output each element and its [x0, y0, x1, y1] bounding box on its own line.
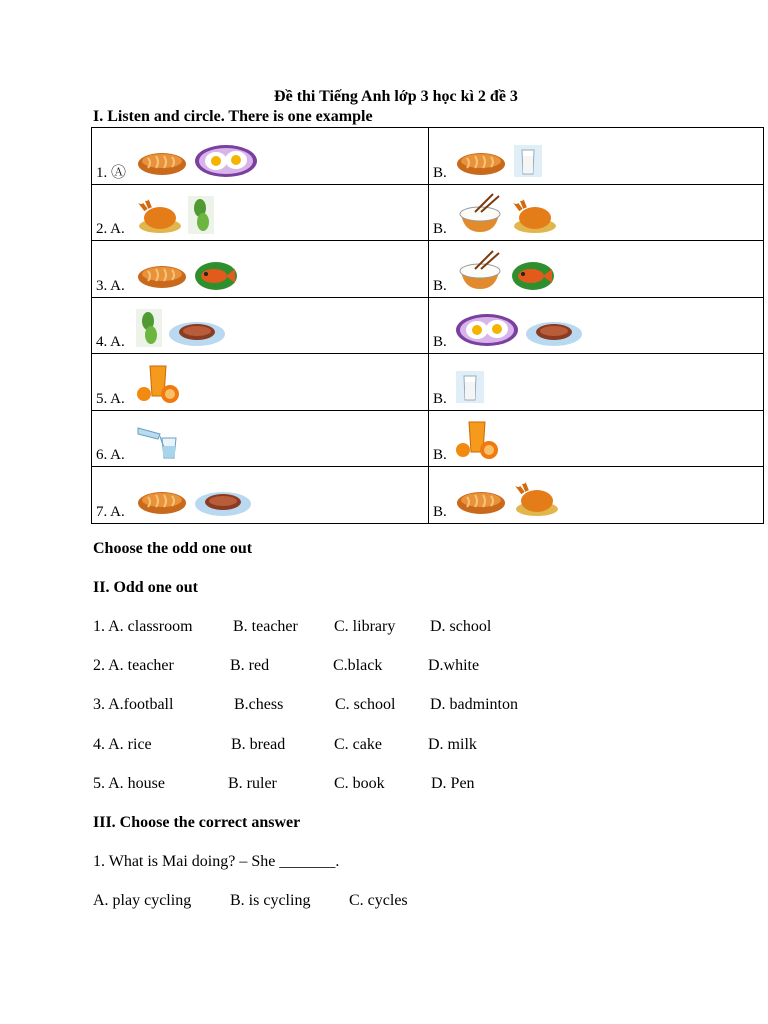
milk-icon: [513, 144, 543, 178]
orange-juice-icon: [136, 364, 182, 404]
option-a-label: 4. A.: [96, 334, 125, 350]
food-pictures: [136, 422, 180, 460]
beans-icon: [188, 196, 214, 234]
odd-option[interactable]: 5. A. house: [93, 774, 165, 792]
chicken-icon: [513, 477, 559, 517]
odd-question: [93, 736, 573, 756]
option-b-cell[interactable]: [429, 297, 764, 354]
food-pictures: [455, 420, 501, 460]
food-pictures: [455, 144, 543, 178]
listen-table: [91, 127, 764, 524]
option-a-cell[interactable]: [92, 410, 429, 467]
odd-option[interactable]: D. school: [430, 618, 492, 635]
choose-odd-heading: Choose the odd one out: [93, 540, 253, 557]
page-title: Đề thi Tiếng Anh lớp 3 học kì 2 đề 3: [274, 88, 518, 105]
option-a-label: 1. Ⓐ: [96, 164, 127, 181]
option-a-label: 3. A.: [96, 277, 125, 294]
bread-icon: [136, 487, 188, 517]
option-a-label: 6. A.: [96, 447, 125, 463]
option-b-label: B.: [433, 390, 447, 407]
section-3-heading: III. Choose the correct answer: [93, 814, 301, 831]
odd-option[interactable]: C. cake: [334, 735, 382, 753]
odd-option[interactable]: D. milk: [428, 735, 477, 753]
option-b-label: B.: [433, 334, 447, 350]
option-a-cell[interactable]: [92, 297, 429, 354]
odd-option[interactable]: 1. A. classroom: [93, 618, 193, 635]
option-b-label: B.: [433, 221, 447, 237]
option-a-cell[interactable]: [92, 354, 429, 411]
listen-row: [92, 410, 764, 467]
odd-option[interactable]: B.chess: [234, 696, 284, 714]
option-a[interactable]: A. play cycling: [93, 892, 192, 909]
option-b-label: B.: [433, 164, 447, 181]
option-b-cell[interactable]: [429, 467, 764, 524]
bread-icon: [455, 487, 507, 517]
food-pictures: [136, 194, 214, 234]
option-b-cell[interactable]: [429, 410, 764, 467]
chicken-icon: [511, 194, 557, 234]
option-a-label: 2. A.: [96, 221, 125, 237]
odd-option[interactable]: 2. A. teacher: [93, 657, 174, 675]
odd-option[interactable]: C. library: [334, 618, 396, 635]
option-a-label: 7. A.: [96, 503, 125, 520]
option-b-cell[interactable]: [429, 128, 764, 185]
odd-option[interactable]: 4. A. rice: [93, 735, 152, 753]
bread-icon: [136, 261, 188, 291]
listen-row: [92, 297, 764, 354]
food-pictures: [136, 309, 226, 347]
listen-row: [92, 354, 764, 411]
fish-icon: [511, 261, 555, 291]
listen-row: [92, 467, 764, 524]
option-a-cell[interactable]: [92, 241, 429, 298]
meat-icon: [525, 317, 583, 347]
option-a-cell[interactable]: [92, 128, 429, 185]
option-b-label: B.: [433, 447, 447, 463]
listen-row: [92, 184, 764, 241]
food-pictures: [136, 487, 252, 517]
meat-icon: [194, 487, 252, 517]
listen-row: [92, 128, 764, 185]
food-pictures: [455, 313, 583, 347]
option-a-label: 5. A.: [96, 390, 125, 407]
fish-icon: [194, 261, 238, 291]
option-c[interactable]: C. cycles: [349, 892, 408, 909]
option-b-cell[interactable]: [429, 241, 764, 298]
odd-question: [93, 775, 573, 795]
bread-icon: [136, 148, 188, 178]
odd-option[interactable]: B. red: [230, 657, 270, 675]
eggs-icon: [455, 313, 519, 347]
odd-option[interactable]: C. book: [334, 774, 385, 792]
odd-option[interactable]: D.white: [428, 657, 480, 675]
question-1-options: [93, 892, 493, 912]
eggs-icon: [194, 144, 258, 178]
odd-option[interactable]: B. ruler: [228, 774, 277, 792]
food-pictures: [136, 144, 258, 178]
rice-icon: [455, 192, 505, 234]
odd-question: [93, 618, 573, 638]
question-1: 1. What is Mai doing? – She _______.: [93, 853, 340, 870]
odd-option[interactable]: B. bread: [231, 735, 286, 753]
rice-icon: [455, 249, 505, 291]
food-pictures: [136, 364, 182, 404]
odd-option[interactable]: D. Pen: [431, 774, 475, 792]
section-2-heading: II. Odd one out: [93, 579, 198, 596]
option-b-label: B.: [433, 503, 447, 520]
food-pictures: [455, 249, 555, 291]
meat-icon: [168, 317, 226, 347]
chicken-icon: [136, 194, 182, 234]
listen-row: [92, 241, 764, 298]
water-icon: [136, 422, 180, 460]
food-pictures: [455, 477, 559, 517]
orange-juice-icon: [455, 420, 501, 460]
food-pictures: [455, 192, 557, 234]
option-a-cell[interactable]: [92, 184, 429, 241]
odd-question: [93, 657, 573, 677]
option-a-cell[interactable]: [92, 467, 429, 524]
odd-option[interactable]: C. school: [335, 696, 396, 714]
option-b[interactable]: B. is cycling: [230, 892, 311, 909]
beans-icon: [136, 309, 162, 347]
milk-icon: [455, 370, 485, 404]
food-pictures: [136, 261, 238, 291]
option-b-cell[interactable]: [429, 354, 764, 411]
odd-option[interactable]: B. teacher: [233, 618, 298, 635]
section-1-heading: I. Listen and circle. There is one example: [93, 108, 373, 125]
odd-question: [93, 696, 573, 716]
option-b-label: B.: [433, 277, 447, 294]
bread-icon: [455, 148, 507, 178]
food-pictures: [455, 370, 485, 404]
odd-option[interactable]: C.black: [333, 657, 383, 675]
option-b-cell[interactable]: [429, 184, 764, 241]
odd-option[interactable]: 3. A.football: [93, 696, 174, 714]
odd-option[interactable]: D. badminton: [430, 696, 518, 714]
